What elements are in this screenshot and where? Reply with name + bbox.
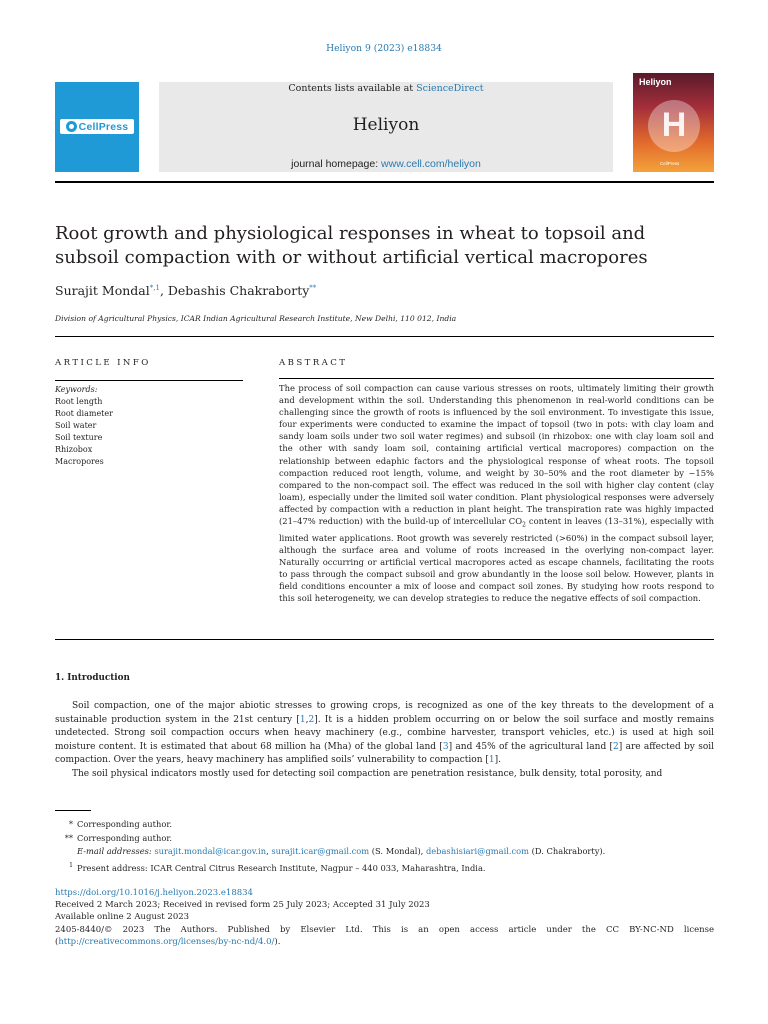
article-info-heading: ARTICLE INFO bbox=[55, 358, 151, 368]
footnote bbox=[55, 859, 714, 875]
citation-separator: , bbox=[305, 714, 309, 725]
footnotes bbox=[55, 818, 714, 876]
intro-text: ]. bbox=[494, 755, 501, 766]
footnote-divider bbox=[55, 810, 91, 811]
journal-citation[interactable]: Heliyon 9 (2023) e18834 bbox=[326, 43, 442, 54]
author-name: Surajit Mondal bbox=[55, 283, 150, 298]
intro-text: ] are affected by soil compaction. Over the years, heavy machinery has amplified soils’ vulnerability to compaction [ bbox=[55, 741, 714, 766]
received-dates: Received 2 March 2023; Received in revised form 25 July 2023; Accepted 31 July 2023 bbox=[55, 900, 430, 911]
keyword: Soil water bbox=[55, 421, 97, 430]
homepage-prefix: journal homepage: bbox=[291, 158, 382, 170]
citation-link[interactable]: 2 bbox=[613, 741, 619, 752]
license-close: ). bbox=[274, 936, 281, 947]
abstract-text bbox=[279, 382, 714, 604]
available-online: Available online 2 August 2023 bbox=[55, 912, 190, 923]
abstract-divider bbox=[279, 378, 714, 379]
keyword: Soil texture bbox=[55, 433, 103, 442]
footnote-mark: 1 bbox=[69, 862, 73, 870]
license-open: ( bbox=[55, 936, 59, 947]
license-line: 2405-8440/© 2023 The Authors. Published by Elsevier Ltd. This is an open access article under the CC BY-NC-ND license bbox=[55, 924, 714, 935]
contents-prefix: Contents lists available at bbox=[288, 83, 417, 94]
license-link-line bbox=[55, 936, 714, 948]
article-info-divider bbox=[55, 380, 243, 381]
footnote bbox=[55, 832, 714, 846]
homepage-link[interactable]: www.cell.com/heliyon bbox=[381, 158, 481, 170]
email-link[interactable]: debashisiari@gmail.com bbox=[425, 846, 530, 857]
article-title bbox=[55, 222, 695, 270]
article-metadata bbox=[55, 887, 714, 948]
footnote-text: Corresponding author. bbox=[77, 819, 173, 829]
abstract-heading: ABSTRACT bbox=[279, 358, 348, 368]
keywords-heading: Keywords: bbox=[55, 385, 98, 394]
author-list bbox=[55, 283, 316, 298]
author-footnote-marks[interactable]: *,1 bbox=[149, 283, 160, 292]
footnote-mark: * bbox=[68, 819, 73, 829]
cellpress-mark-icon bbox=[66, 121, 77, 132]
footnote bbox=[55, 818, 714, 832]
abstract-part-2: content in leaves (13–31%), especially with limited water applications. Root growth was severely restricted (>60%) in the compact subsoil layer, although the surface area and volume of roots increased in the overlying non-compact layer. Naturally occurring or artificial vertical macropores acted as escape channels, facilitating the roots to pass through the compact subsoil and grow abundantly in the loose soil below. However, plants in field conditions encounter a mix of loose and compact soil zones. By studying how roots respond to this soil heterogeneity, we can develop strategies to reduce the negative effects of soil compaction. bbox=[279, 516, 714, 604]
journal-homepage bbox=[159, 158, 613, 170]
keyword: Rhizobox bbox=[55, 445, 93, 454]
cover-letter: H bbox=[661, 106, 687, 144]
author-separator: , bbox=[159, 283, 168, 298]
cover-title: Heliyon bbox=[639, 77, 672, 87]
title-line-2: subsoil compaction with or without artificial vertical macropores bbox=[55, 247, 648, 268]
citation-link[interactable]: 3 bbox=[442, 741, 449, 752]
cellpress-logo-text: CellPress bbox=[78, 120, 129, 133]
footnote-emails bbox=[55, 845, 714, 859]
cellpress-logo[interactable] bbox=[60, 119, 134, 134]
license-link[interactable]: http://creativecommons.org/licenses/by-nc-nd/4.0/ bbox=[58, 936, 275, 947]
email-owner: (S. Mondal), bbox=[369, 846, 426, 857]
email-link[interactable]: surajit.icar@gmail.com bbox=[271, 846, 370, 857]
footnote-text: Present address: ICAR Central Citrus Research Institute, Nagpur – 440 033, Maharashtra, India. bbox=[77, 862, 486, 873]
email-link[interactable]: surajit.mondal@icar.gov.in bbox=[154, 846, 267, 857]
author-name: Debashis Chakraborty bbox=[167, 283, 310, 298]
author-footnote-marks[interactable]: ** bbox=[309, 283, 317, 292]
doi-link[interactable]: https://doi.org/10.1016/j.heliyon.2023.e18834 bbox=[55, 888, 253, 898]
contents-line bbox=[159, 83, 613, 94]
abstract-part-1: The process of soil compaction can cause various stresses on roots, ultimately limiting their growth and development within the soil. Understanding this phenomenon in real-world conditions can be challenging since the growth of roots is influenced by the soil environment. To investigate this issue, four experiments were conducted to examine the impact of topsoil (two in pots: with clay loam and sandy loam soils under two soil water regimes) and subsoil (in rhizobox: one with clay loam soil and the other with sandy loam soil, containing artificial vertical macropores) compaction on the relationship between edaphic factors and the physiological response of wheat roots. The topsoil compaction reduced root length, volume, and weight by 30–50% and the root diameter by ~15% compared to the non-compact soil. The effect was reduced in the soil with higher clay content (clay loam), especially under the limited soil water condition. Plant physiological responses were adversely affected by compaction with a reduction in plant height. The transpiration rate was highly impacted (21–47% reduction) with the build-up of intercellular CO bbox=[279, 383, 714, 527]
section-divider-bottom bbox=[55, 639, 714, 640]
intro-paragraph: The soil physical indicators mostly used for detecting soil compaction are penetration resistance, bulk density, total porosity, and bbox=[72, 768, 663, 779]
intro-text: ]. It is a hidden problem occurring on or below the soil surface and mostly remains undetected. Strong soil compaction occurs when heavy machinery (e.g., combine harvester, transport vehicles, etc.) is used at high soil moisture content. It is estimated that about 68 million ha (Mha) of the global land [ bbox=[55, 714, 714, 752]
cover-footer: CellPress bbox=[660, 161, 680, 166]
citation-link[interactable]: 2 bbox=[308, 714, 315, 725]
section-divider-top bbox=[55, 336, 714, 337]
email-label: E-mail addresses: bbox=[77, 846, 152, 857]
keyword: Root diameter bbox=[55, 409, 113, 418]
co2-subscript: 2 bbox=[522, 521, 526, 529]
footnote-text: Corresponding author. bbox=[77, 832, 173, 843]
header-divider bbox=[55, 181, 714, 183]
introduction-heading: 1. Introduction bbox=[55, 673, 130, 683]
sciencedirect-link[interactable]: ScienceDirect bbox=[416, 83, 484, 94]
footnote-mark: ** bbox=[64, 832, 73, 843]
affiliation: Division of Agricultural Physics, ICAR Indian Agricultural Research Institute, New Delhi, 110 012, India bbox=[55, 314, 457, 323]
citation-link[interactable]: 1 bbox=[488, 755, 495, 766]
title-line-1: Root growth and physiological responses in wheat to topsoil and bbox=[55, 223, 646, 244]
journal-name: Heliyon bbox=[352, 115, 420, 135]
intro-text: ] and 45% of the agricultural land [ bbox=[448, 741, 614, 752]
keyword: Macropores bbox=[55, 457, 104, 466]
email-separator: , bbox=[266, 846, 272, 857]
intro-paragraph bbox=[55, 700, 714, 768]
intro-text: Soil compaction, one of the major abiotic stresses to growing crops, is recognized as one of the key threats to the development of a sustainable production system in the 21st century [ bbox=[55, 701, 714, 725]
citation-link[interactable]: 1 bbox=[299, 714, 306, 725]
keyword: Root length bbox=[55, 397, 103, 406]
introduction-body bbox=[55, 700, 714, 782]
keywords-list bbox=[55, 384, 113, 468]
email-owner: (D. Chakraborty). bbox=[529, 846, 606, 857]
